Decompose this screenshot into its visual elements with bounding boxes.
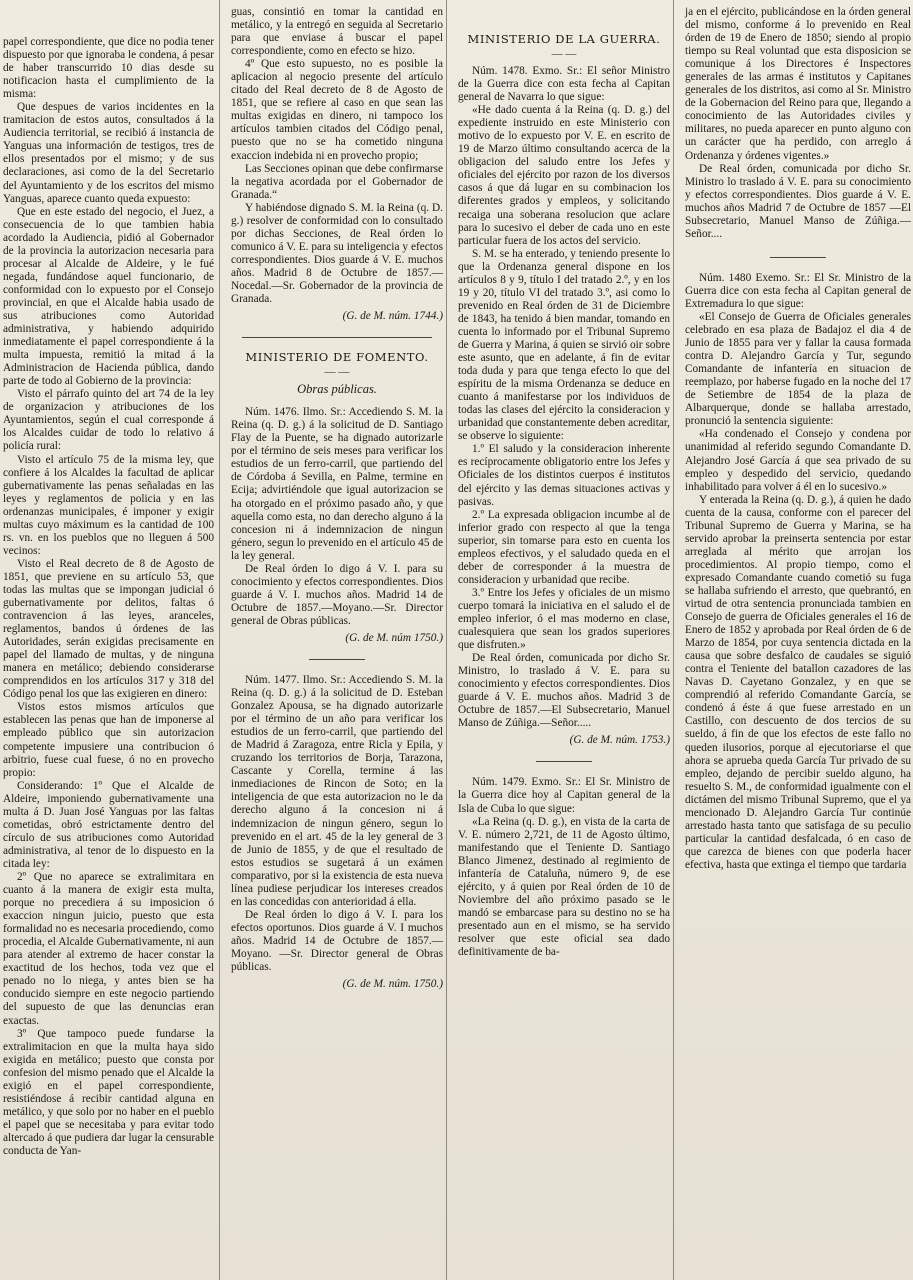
decree-1478: Núm. 1478. Exmo. Sr.: El señor Ministro de la Guerra dice con esta fecha al Capitan general de Navarra lo que sigue: — [458, 65, 670, 104]
paragraph: 2.º La expresada obligacion incumbe al de inferior grado con respecto al que la tenga superior, sin tomarse para esto en cuenta los empleos efectivos, y el saludado queda en el deber de corresponder á la muestra de consideracion y urbanidad que recibe. — [458, 508, 670, 586]
paragraph: Visto el Real decreto de 8 de Agosto de 1851, que previene en su artículo 53, que todas las multas que se impongan judicial ó gubernativamente por delitos, faltas ó contravencion á las leyes, aranceles, reglamentos, bandos ú órdenes de las Autoridades, serán exigidas precisamente en papel del llamado de multas, y de ninguna manera en metálico; debiendo considerarse comprendidos en los artículos 317 y 318 del Código penal los que las exigieren en dinero: — [3, 557, 214, 701]
article-divider — [536, 761, 592, 762]
paragraph: Vistos estos mismos artículos que establecen las penas que han de imponerse al empleado público que sin autorizacion competente impusiere una contribucion ó arbitrio, fuese cual fuese, ó no en provecho propio: — [3, 701, 214, 779]
paragraph: Visto el artículo 75 de la misma ley, que confiere á los Alcaldes la facultad de aplicar gubernativamente las penas señaladas en las leyes y reglamentos de policia y en las ordenanzas municipales, é imponer y exigir multas cuyo máximum es la cantidad de 100 rs. vn. en los pueblos que no lleguen á 500 vecinos: — [3, 453, 214, 557]
section-heading-fomento: MINISTERIO DE FOMENTO. — [245, 350, 429, 365]
paragraph: 2º Que no aparece se extralimitara en cuanto á la manera de exigir esta multa, porque no precediera á su imposicion ó exaccion ningun juicio, puesto que esta formalidad no es necesaria procediendo, como procedia, el Alcalde Gubernativamente, ni aun para atender al extremo de hacer constar la exactitud de los hechos, toda vez que el penado no lo niega, y antes bien se ha conducido siempre en este negocio partiendo del supuesto de que las denuncias eran exactas. — [3, 871, 214, 1027]
paragraph: guas, consintió en tomar la cantidad en metálico, y la entregó en seguida al Secretario para que enviase á buscar el papel correspondiente, como en efecto se hizo. — [231, 6, 443, 58]
paragraph: Y habiéndose dignado S. M. la Reina (q. D. g.) resolver de conformidad con lo consultado por dichas Secciones, de Real órden lo comunico á V. E. para su inteligencia y efectos correspondientes. Dios guarde á V. E. muchos años. Madrid 8 de Octubre de 1857.—Nocedal.—Sr. Gobernador de la provincia de Granada. — [231, 201, 443, 306]
paragraph: «La Reina (q. D. g.), en vista de la carta de V. E. número 2,721, de 11 de Agosto último, manifestando que el Teniente D. Santiago Blanco Jimenez, destinado al regimiento de infantería de Cataluña, número 9, de ese ejército, y á quien por Real órden de 10 de Noviembre del año próximo pasado se le mandó se embarcase para su destino no se ha presentado aun en el mismo, se ha servido resolver que este oficial sea dado definitivamente de ba- — [458, 815, 670, 959]
article-divider — [309, 659, 365, 660]
article-divider — [770, 257, 826, 258]
paragraph: De Real órden lo digo á V. I. para su conocimiento y efectos correspondientes. Dios guarde á V. I. muchos años. Madrid 14 de Octubre de 1857.—Moyano.—Sr. Director general de Obras públicas. — [231, 562, 443, 627]
paragraph: Considerando: 1º Que el Alcalde de Aldeire, imponiendo gubernativamente una multa á D. Juan José Yanguas por las faltas cometidas, obró estrictamente dentro del círculo de sus atribuciones como Autoridad administrativa, al tenor de lo dispuesto en la citada ley: — [3, 779, 214, 870]
paragraph: «El Consejo de Guerra de Oficiales generales celebrado en esa plaza de Badajoz el dia 4 de Junio de 1855 para ver y fallar la causa formada contra D. Alejandro García y Tur, segundo Comandante de infantería en situacion de reemplazo, por haberse fugado en la noche del 17 de Setiembre de 1854 de la plaza de Albarquerque, donde se hallaba arrestado, pronunció la sentencia siguiente: — [685, 310, 911, 428]
paragraph: ja en el ejército, publicándose en la órden general del mismo, conforme á lo prevenido en Real órden de 19 de Enero de 1850; siendo al propio tiempo su Real voluntad que esta disposicion se comunique á los Directores é Inspectores generales de las armas é institutos y Capitanes generales de los distritos, asi como al Sr. Ministro de la Gobernacion del Reino para que, llegando a conocimiento de las Autoridades civiles y militares, no pueda aparecer en punto alguno con un carácter que ha perdido, con arreglo á Ordenanza y órdenes vigentes.» — [685, 6, 911, 162]
column-4 — [681, 0, 913, 1280]
paragraph: 4º Que esto supuesto, no es posible la aplicacion al negocio presente del artículo citado del Real decreto de 8 de Agosto de 1851, que se refiere al caso en que sean las multas exigidas en dinero, ni tampoco los artículos tambien citados del Código penal, puesto que no se ha cometido ninguna exaccion indebida ni en provecho propio; — [231, 58, 443, 162]
subsection-heading-obras: Obras públicas. — [297, 382, 377, 397]
paragraph: «He dado cuenta á la Reina (q. D. g.) del expediente instruido en este Ministerio con motivo de lo expuesto por V. E. en escrito de 19 de Marzo último consultando acerca de la obligacion del saludo entre los Jefes y oficiales del ejército por razon de los diversos casos á que dá lugar en su combinacion los diferentes grados y empleos, y solicitando recaiga una soberana resolucion que aclare para lo sucesivo el deber de cada uno en este particular fuera de los actos del servicio. — [458, 104, 670, 247]
paragraph: Y enterada la Reina (q. D. g.), á quien he dado cuenta de la causa, conforme con el parecer del Tribunal Supremo de Guerra y Marina, se ha servido aprobar la preinserta sentencia por estar arreglada al mérito que arrojan los procedimientos. Al propio tiempo, como el expresado Comandante cuando cometió su fuga se hallaba sufriendo el arresto, que quebrantó, en virtud de otra sentencia pronunciada tambien en Consejo de guerra de Oficiales generales el 16 de Enero de 1852 y aprobada por Real órden de 6 de Marzo de 1854, por cuya sentencia dictada en la causa que sobre desfalco de caudales se siguió contra el Teniente del batallon cazadores de las Navas D. Cayetano Gonzalez, y en que se comprendió al referido Comandante García, se condenó á éste á que fuese arrestado en un Castillo, con descuento de dos tercios de su sueldo, á fin de que los efectos de este fallo no queden ilusorios, porque al ejecutoriarse el que ahora se aprueba queda García Tur privado de su empleo, dejando de percibir sueldo alguno, ha resuelto S. M., de conformidad igualmente con el dictámen del mismo Tribunal Supremo, que el ya mencionado D. Alejandro García Tur continúe arrestado hasta tanto que satisfaga de su peculio particular la cantidad desfalcada, ó en caso de que carezca de bienes con que poderla hacer efectiva, hasta que extinga el tiempo que tardaria — [685, 493, 911, 871]
paragraph: Que despues de varios incidentes en la tramitacion de estos autos, consultados á la Audiencia territorial, se recibió á instancia de Yanguas una información de testigos, tres de ellos presentados por el mismo; y de sus declaraciones, asi como de la del Secretario del Ayuntamiento y de los escritos del mismo Yanguas, aparece cuanto queda expuesto: — [3, 101, 214, 205]
column-3 — [454, 0, 674, 1280]
paragraph: Que en este estado del negocio, el Juez, a consecuencia de lo que tambien habia acordado la Audiencia, pidió al Gobernador de la provincia la autorizacion necesaria para procesar al Alcalde de Aldeire, y le fué negada, fundándose aquel funcionario, de conformidad con lo expuesto por el Consejo provincial, en que el Alcalde habia usado de sus atribuciones como Autoridad administrativa, y habiendo adquirido inmediatamente el papel correspondiente á la multa impuesta, remitió la mitad á la Administracion de Hacienda pública, dando parte de todo al Gobierno de la provincia: — [3, 205, 214, 388]
paragraph: Las Secciones opinan que debe confirmarse la negativa acordada por el Gobernador de Granada.“ — [231, 162, 443, 201]
column-rule — [219, 0, 220, 1280]
paragraph: «Ha condenado el Consejo y condena por unanimidad al referido segundo Comandante D. Alejandro José García á que sea privado de su empleo y despedido del servicio, quedando inhabilitado para volver á él en lo sucesivo.» — [685, 428, 911, 493]
decree-1477: Núm. 1477. Ilmo. Sr.: Accediendo S. M. la Reina (q. D. g.) á la solicitud de D. Esteban Gonzalez Apousa, se ha dignado autorizarle por el término de un año para verificar los estudios de un ferro-carril, que partiendo del de Madrid á Zaragoza, entre Ricla y Epila, y cruzando los territorios de Borja, Tarazona, Cascante y Corella, termine á las inmediaciones de Rincon de Soto; en la inteligencia de que esta autorizacion no le da derecho alguno á la concesion ni á indemnizacion de ningun género, segun lo prevenido en el art. 45 de la ley general de 3 de Junio de 1855, y de que el resultado de estos estudios se sugetará á un exámen comparativo, por si la existencia de esta nueva línea pudiese perjudicar los intereses creados en las concedidas con anterioridad á ella. — [231, 674, 443, 908]
heading-dash: — — — [324, 366, 350, 379]
paragraph: De Real órden lo digo á V. I. para los efectos oportunos. Dios guarde á V. I muchos años. Madrid 14 de Octubre de 1857.—Moyano. —Sr. Director general de Obras públicas. — [231, 908, 443, 974]
paragraph: 3º Que tampoco puede fundarse la extralimitacion en que la multa haya sido exigida en metálico; puesto que consta por confesion del mismo penado que el Alcalde la exigió en el papel correspondiente, resistiéndose á recibir cantidad alguna en metálico, y que solo por no haber en el pueblo el papel que se necesitaba y para evitar todo altercado á que pudiera dar lugar la censurable conducta de Yan- — [3, 1027, 214, 1157]
gazette-reference: (G. de M. núm 1750.) — [345, 631, 443, 644]
gazette-reference: (G. de M. núm. 1744.) — [342, 310, 443, 323]
paragraph: 3.º Entre los Jefes y oficiales de un mismo cuerpo tomará la iniciativa en el saludo el de empleo inferior, ó el mas moderno en clase, cualesquiera que sean los grados superiores que disfruten.» — [458, 586, 670, 652]
gazette-reference: (G. de M. núm. 1753.) — [569, 734, 670, 747]
column-2 — [227, 0, 447, 1280]
decree-1476: Núm. 1476. Ilmo. Sr.: Accediendo S. M. la Reina (q. D. g.) á la solicitud de D. Santiago Flay de la Puente, se ha dignado autorizarle por el término de seis meses para verificar los estudios de un ferro-carril, que partiendo del de Córdoba á Sevilla, en Palme, termine en Ecija; advirtiéndole que igual autorizacion se ha otorgado en el próximo pasado año, y que aquella como esta, no dan derecho alguno á la concesion ni á indemnizacion de ningun género, segun lo prevenido en el artículo 45 de la ley general. — [231, 406, 443, 562]
paragraph: 1.º El saludo y la consideracion inherente es recíprocamente obligatorio entre los Jefes y Oficiales de los distintos cuerpos é institutos del ejército y las demas situaciones activas y pasivas. — [458, 443, 670, 508]
section-divider — [242, 337, 432, 338]
heading-dash: — — — [551, 48, 577, 60]
paragraph: De Real órden, comunicada por dicho Sr. Ministro lo traslado á V. E. para su conocimiento y efectos correspondientes. Dios guarde á V. E. muchos años Madrid 7 de Octubre de 1857 —El Subsecretario, Manuel Manso de Zúñiga.— Señor.... — [685, 162, 911, 240]
paragraph: papel correspondiente, que dice no podia tener dispuesto por que ignoraba le condena, á pesar de haber transcurrido 10 dias desde su notificacion hasta el cumplimiento de la misma: — [3, 36, 214, 101]
section-heading-guerra: MINISTERIO DE LA GUERRA. — [467, 32, 661, 46]
decree-1479: Núm. 1479. Exmo. Sr.: El Sr. Ministro de la Guerra dice hoy al Capitan general de la Isla de Cuba lo que sigue: — [458, 776, 670, 815]
paragraph: De Real órden, comunicada por dicho Sr. Ministro, lo traslado á V. E. para su conocimiento y efectos correspondientes. Dios guarde á V. E. muchos años. Madrid 3 de Octubre de 1857.—El Subsecretario, Manuel Manso de Zúñiga.—Señor..... — [458, 652, 670, 730]
decree-1480: Núm. 1480 Exemo. Sr.: El Sr. Ministro de la Guerra dice con esta fecha al Capitan general de Extremadura lo que sigue: — [685, 271, 911, 310]
paragraph: Visto el párrafo quinto del art 74 de la ley de organizacion y atribuciones de los Ayuntamientos, según el cual corresponde á los Alcaldes cuidar de todo lo relativo á policía rural: — [3, 388, 214, 453]
column-1 — [0, 0, 218, 1280]
gazette-reference: (G. de M. núm. 1750.) — [342, 978, 443, 991]
paragraph: S. M. se ha enterado, y teniendo presente lo que la Ordenanza general dispone en los artículos 8 y 9, título I del tratado 2.º, y en los 19 y 20, título VI del tratado 3.º, asi como lo prevenido en Real órden de 31 de Diciembre de 1843, ha tenido á bien mandar, tomando en cuenta lo informado por el Tribunal Supremo de Guerra y Marina, á quien se sirvió oir sobre este asunto, que en adelante, á fin de evitar toda duda y para que tenga efecto lo que del espíritu de la misma Ordenanza se deduce en cuanto á manifestarse por los individuos de todas las clases del ejército la consideracion y urbanidad que constantemente deben acreditar, se observe lo siguiente: — [458, 247, 670, 443]
